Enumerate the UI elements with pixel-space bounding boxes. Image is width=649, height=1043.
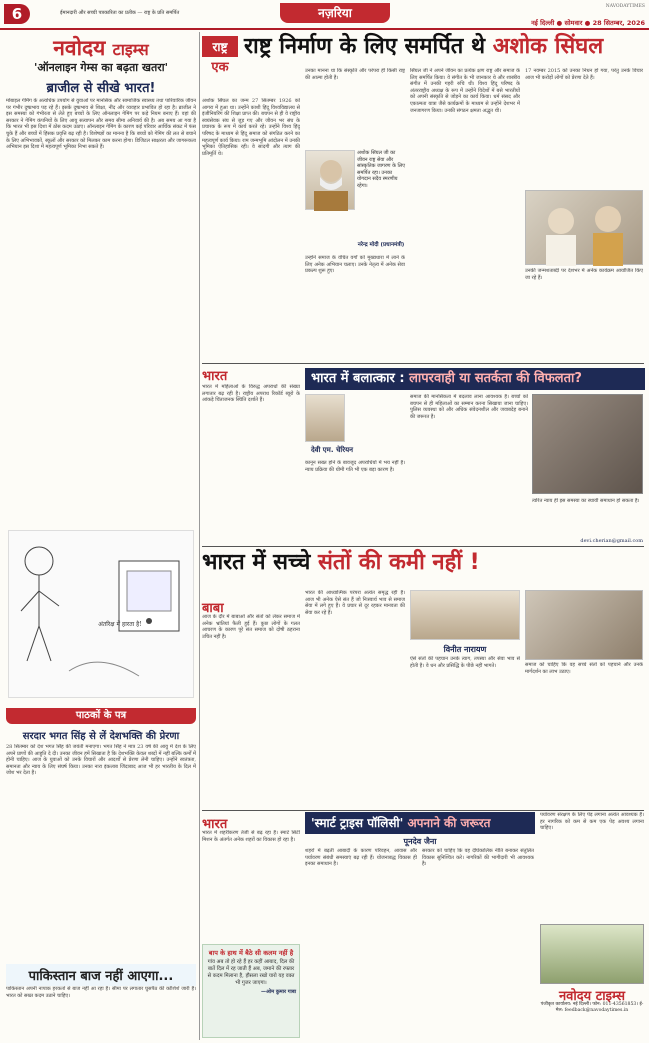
page-number: 6 bbox=[4, 4, 30, 24]
main-article-body: उन्होंने समाज के वंचित वर्गों को मुख्यधारा में लाने के लिए अनेक अभियान चलाए। उनके नेतृत्व में अनेक सेवा प्रकल्प शुरू हुए। bbox=[305, 255, 405, 275]
story2-body: कानून सख्त होने के बावजूद अपराधियों में भय नहीं है। न्याय प्रक्रिया की धीमी गति भी एक बड़ा कारण है। bbox=[305, 460, 405, 473]
sidebar-article-body: पर्यावरण संरक्षण के लिए पेड़ लगाना अत्यंत आवश्यक है। हर नागरिक को कम से कम एक पेड़ अवश्य लगाना चाहिए। bbox=[540, 812, 644, 832]
badge-top: राष्ट्र bbox=[202, 36, 238, 57]
main-headline-text: राष्ट्र निर्माण के लिए समर्पित थे bbox=[244, 34, 486, 59]
header-date: नई दिल्ली ● सोमवार ● 28 सितम्बर, 2026 bbox=[531, 19, 645, 27]
story-divider bbox=[202, 810, 644, 811]
letters-section-header: पाठकों के पत्र bbox=[6, 708, 196, 724]
header-divider bbox=[0, 28, 649, 30]
pull-quote: अशोक सिंघल जी का जीवन राष्ट्र सेवा और सांस्कृतिक जागरण के लिए समर्पित रहा। उनका योगदान सदैव स्मरणीय रहेगा। bbox=[357, 150, 405, 189]
quote-attribution: नरेन्द्र मोदी (प्रधानमंत्री) bbox=[357, 242, 405, 248]
badge-bottom: एक bbox=[211, 60, 229, 75]
story4-headline-highlight: अपनाने की जरूरत bbox=[407, 816, 491, 830]
story4-headline-text: 'स्मार्ट ट्राइस पॉलिसी' bbox=[311, 816, 404, 830]
story4-headline bbox=[305, 812, 535, 834]
story4-body: सरकार को चाहिए कि वह दीर्घकालिक नीति बनाकर संतुलित विकास सुनिश्चित करे। नागरिकों की भागीदारी भी आवश्यक है। bbox=[422, 848, 534, 868]
left-headline: 'ऑनलाइन गेम्स का बढ़ता खतरा' bbox=[34, 61, 168, 74]
story2-headline bbox=[305, 368, 645, 390]
story4-byline: पूनदेव जैना bbox=[403, 837, 437, 846]
imprint-text: पंजीकृत कार्यालय: नई दिल्ली। फोन: 011-43561853। ई-मेल: feedback@navodaytimes.in bbox=[540, 1002, 644, 1013]
main-article-body: सिंघल जी ने अपने जीवन का प्रत्येक क्षण राष्ट्र और समाज के लिए समर्पित किया। वे संगीत के भी जानकार थे और शास्त्रीय संगीत में उनकी गहरी रुचि थी। विश्व हिंदू परिषद के अंतरराष्ट्रीय अध्यक्ष के रूप में उन्होंने विदेशों में बसे भारतीयों को अपनी संस्कृति से जोड़ने का कार्य किया। धर्म संसद और एकात्मता यात्रा जैसे कार्यक्रमों के माध्यम से उन्होंने देशभर में जनजागरण किया। उनकी संगठन क्षमता अद्भुत थी। bbox=[410, 68, 520, 114]
story3-headline-highlight: संतों की कमी नहीं ! bbox=[318, 550, 480, 575]
story3-body: समाज को चाहिए कि वह सच्चे संतों को पहचाने और उनके मार्गदर्शन का लाभ उठाए। bbox=[525, 662, 643, 675]
main-article-body: उनकी जन्मशताब्दी पर देशभर में अनेक कार्यक्रम आयोजित किए जा रहे हैं। bbox=[525, 268, 643, 281]
story3-headline-text: भारत में सच्चे bbox=[202, 550, 311, 575]
photo-silhouettes bbox=[526, 191, 644, 266]
poem-lines: गांव अब तो हो रहे हैं हर कहीं आबाद, दिल की बातें दिल में रह जाती हैं अब, जमाने की रफ्तार से कदम मिलाना है, हौसला रखो यारो यह वक्त भी गुजर जाएगा। bbox=[207, 959, 295, 986]
brand-suffix: टाइम्स bbox=[112, 40, 149, 59]
story4-body: भारत में शहरीकरण तेजी से बढ़ रहा है। स्मार्ट सिटी मिशन के अंतर्गत अनेक शहरों का विकास हो रहा है। bbox=[202, 830, 300, 843]
header-tagline: ईमानदारी और सच्ची पत्रकारिता का प्रतीक — राष्ट्र के प्रति समर्पित bbox=[60, 10, 180, 16]
section-title: नज़रिया bbox=[280, 3, 390, 23]
story3-body: ऐसे संतों की पहचान उनके त्याग, तपस्या और सेवा भाव से होती है। वे धन और प्रसिद्धि के पीछे नहीं भागते। bbox=[410, 656, 520, 669]
story4-body: शहरों में बढ़ती आबादी के कारण परिवहन, आवास और पर्यावरण संबंधी समस्याएं बढ़ रही हैं। योजनाबद्ध विकास ही इनका समाधान है। bbox=[305, 848, 417, 868]
left-subhead: ब्राजील से सीखे भारत! bbox=[46, 81, 156, 96]
column-divider bbox=[199, 32, 200, 1040]
story2-body: भारत में महिलाओं के विरुद्ध अपराधों की संख्या लगातार बढ़ रही है। राष्ट्रीय अपराध रिकॉर्ड ब्यूरो के आंकड़े चिंताजनक स्थिति दर्शाते हैं। bbox=[202, 384, 300, 404]
cartoon-image bbox=[8, 530, 194, 698]
article-photo bbox=[525, 190, 643, 265]
main-article-body: अशोक सिंघल का जन्म 27 सितम्बर 1926 को आगरा में हुआ था। उन्होंने काशी हिंदू विश्वविद्यालय से इंजीनियरिंग की शिक्षा प्राप्त की। बचपन से ही वे राष्ट्रीय स्वयंसेवक संघ से जुड़ गए और जीवन भर संघ के प्रचारक के रूप में कार्य करते रहे। उन्होंने विश्व हिंदू परिषद के माध्यम से हिंदू समाज को संगठित करने का महत्वपूर्ण कार्य किया। राम जन्मभूमि आंदोलन में उनकी भूमिका ऐतिहासिक रही। वे सादगी और त्याग की प्रतिमूर्ति थे। bbox=[202, 98, 300, 157]
portrait-photo bbox=[305, 150, 355, 210]
header-site: NAVODAYTIMES bbox=[605, 4, 645, 9]
letter-headline: सरदार भगत सिंह से लें देशभक्ति की प्रेरणा bbox=[22, 731, 180, 742]
author-email: devi.cherian@gmail.com bbox=[580, 538, 643, 544]
cartoon-caption: अंतरिक्ष में हारता है! bbox=[98, 621, 142, 628]
story3-body: आज के दौर में बाबाओं और संतों को लेकर समाज में अनेक भ्रांतियां फैली हुई हैं। कुछ लोगों के गलत आचरण के कारण पूरे संत समाज को दोषी ठहराना उचित नहीं है। bbox=[202, 614, 300, 640]
article-photo bbox=[532, 394, 643, 494]
story3-headline bbox=[202, 548, 642, 578]
letter-body: 28 सितम्बर को देश भगत सिंह की जयंती मनाएगा। भगत सिंह ने मात्र 23 वर्ष की आयु में देश के लिए अपने प्राणों की आहुति दे दी। उनका जीवन हमें सिखाता है कि देशभक्ति केवल शब्दों में नहीं बल्कि कर्मों में होनी चाहिए। आज के युवाओं को उनके विचारों और आदर्शों से प्रेरणा लेनी चाहिए। उन्होंने स्वतंत्रता, समानता और न्याय के लिए संघर्ष किया। उनका नारा इंकलाब जिंदाबाद आज भी हर भारतीय के दिल में जोश भर देता है। bbox=[6, 744, 196, 777]
letter-body: पाकिस्तान अपनी नापाक हरकतों से बाज नहीं आ रहा है। सीमा पर लगातार घुसपैठ की कोशिशें जारी हैं। भारत को सख्त कदम उठाने चाहिए। bbox=[6, 986, 196, 999]
poem-title: बाप के हाथ में बैठे सी कलम नहीं है bbox=[208, 949, 294, 957]
story3-body: भारत की आध्यात्मिक परंपरा अत्यंत समृद्ध रही है। आज भी अनेक ऐसे संत हैं जो निःस्वार्थ भाव से समाज सेवा में लगे हुए हैं। वे प्रचार से दूर रहकर मानवता की सेवा कर रहे हैं। bbox=[305, 590, 405, 616]
story-label: बाबा bbox=[202, 601, 224, 616]
story-label: भारत bbox=[202, 369, 228, 384]
story-divider bbox=[202, 363, 644, 364]
main-article-body: उनका मानना था कि संस्कृति और परंपरा ही किसी राष्ट्र की आत्मा होती है। bbox=[305, 68, 405, 81]
story2-body: समाज की मानसिकता में बदलाव लाना आवश्यक है। बच्चों को बचपन से ही महिलाओं का सम्मान करना सिखाया जाना चाहिए। पुलिस व्यवस्था को और अधिक संवेदनशील और जवाबदेह बनाने की जरूरत है। bbox=[410, 394, 528, 420]
main-article-body: 17 नवम्बर 2015 को उनका निधन हो गया, परंतु उनके विचार आज भी करोड़ों लोगों को प्रेरणा देते हैं। bbox=[525, 68, 643, 81]
poem-author: —ओम कुमार गाबा bbox=[260, 989, 296, 995]
main-headline-highlight: अशोक सिंघल bbox=[492, 34, 604, 59]
article-photo bbox=[525, 590, 643, 660]
author-name: विनीत नारायण bbox=[443, 645, 487, 654]
cartoon-drawing bbox=[9, 531, 195, 699]
author-name: देवी एम. चेरियन bbox=[310, 446, 354, 454]
author-photo bbox=[410, 590, 520, 640]
main-headline bbox=[244, 33, 644, 61]
story2-headline-text: भारत में बलात्कार : bbox=[311, 371, 405, 386]
imprint-brand: नवोदय टाइम्स bbox=[558, 989, 626, 1004]
brand-logo bbox=[6, 34, 196, 62]
story-badge bbox=[202, 36, 238, 96]
poem-box bbox=[202, 944, 300, 1038]
article-photo bbox=[540, 924, 644, 984]
story2-headline-highlight: लापरवाही या सतर्कता की विफलता? bbox=[409, 371, 582, 386]
story-divider bbox=[202, 546, 644, 547]
story-label: भारत bbox=[202, 817, 228, 832]
brand-name: नवोदय bbox=[53, 36, 106, 60]
left-article-body: मोबाइल गेमिंग के अत्यधिक उपयोग से युवाओं पर मानसिक और सामाजिक स्वास्थ्य तथा पारिवारिक जीवन पर गंभीर दुष्प्रभाव पड़ रहे हैं। इसके दुष्प्रभाव से शिक्षा, नींद और व्यवहार प्रभावित हो रहा है। ब्राजील ने इस समस्या को गंभीरता से लेते हुए बच्चों के लिए ऑनलाइन गेमिंग पर कड़े नियम बनाए हैं। वहां की सरकार ने गेमिंग कंपनियों के लिए आयु सत्यापन और समय सीमा अनिवार्य की है। अब समय आ गया है कि भारत भी इस दिशा में ठोस कदम उठाए। ऑनलाइन गेमिंग के कारण कई परिवार आर्थिक संकट में फंस चुके हैं और बच्चों में हिंसक प्रवृत्ति बढ़ रही है। विशेषज्ञों का मानना है कि बच्चों को गेमिंग की लत से बचाने के लिए अभिभावकों, स्कूलों और सरकार को मिलकर काम करना होगा। डिजिटल साक्षरता और जागरूकता अभियान इस दिशा में महत्वपूर्ण भूमिका निभा सकते हैं। bbox=[6, 98, 196, 151]
portrait-silhouette bbox=[306, 151, 356, 211]
author-photo bbox=[305, 394, 345, 442]
letter-headline: पाकिस्तान बाज नहीं आएगा... bbox=[6, 964, 196, 986]
story2-body: त्वरित न्याय ही इस समस्या का स्थायी समाधान हो सकता है। bbox=[532, 498, 640, 504]
